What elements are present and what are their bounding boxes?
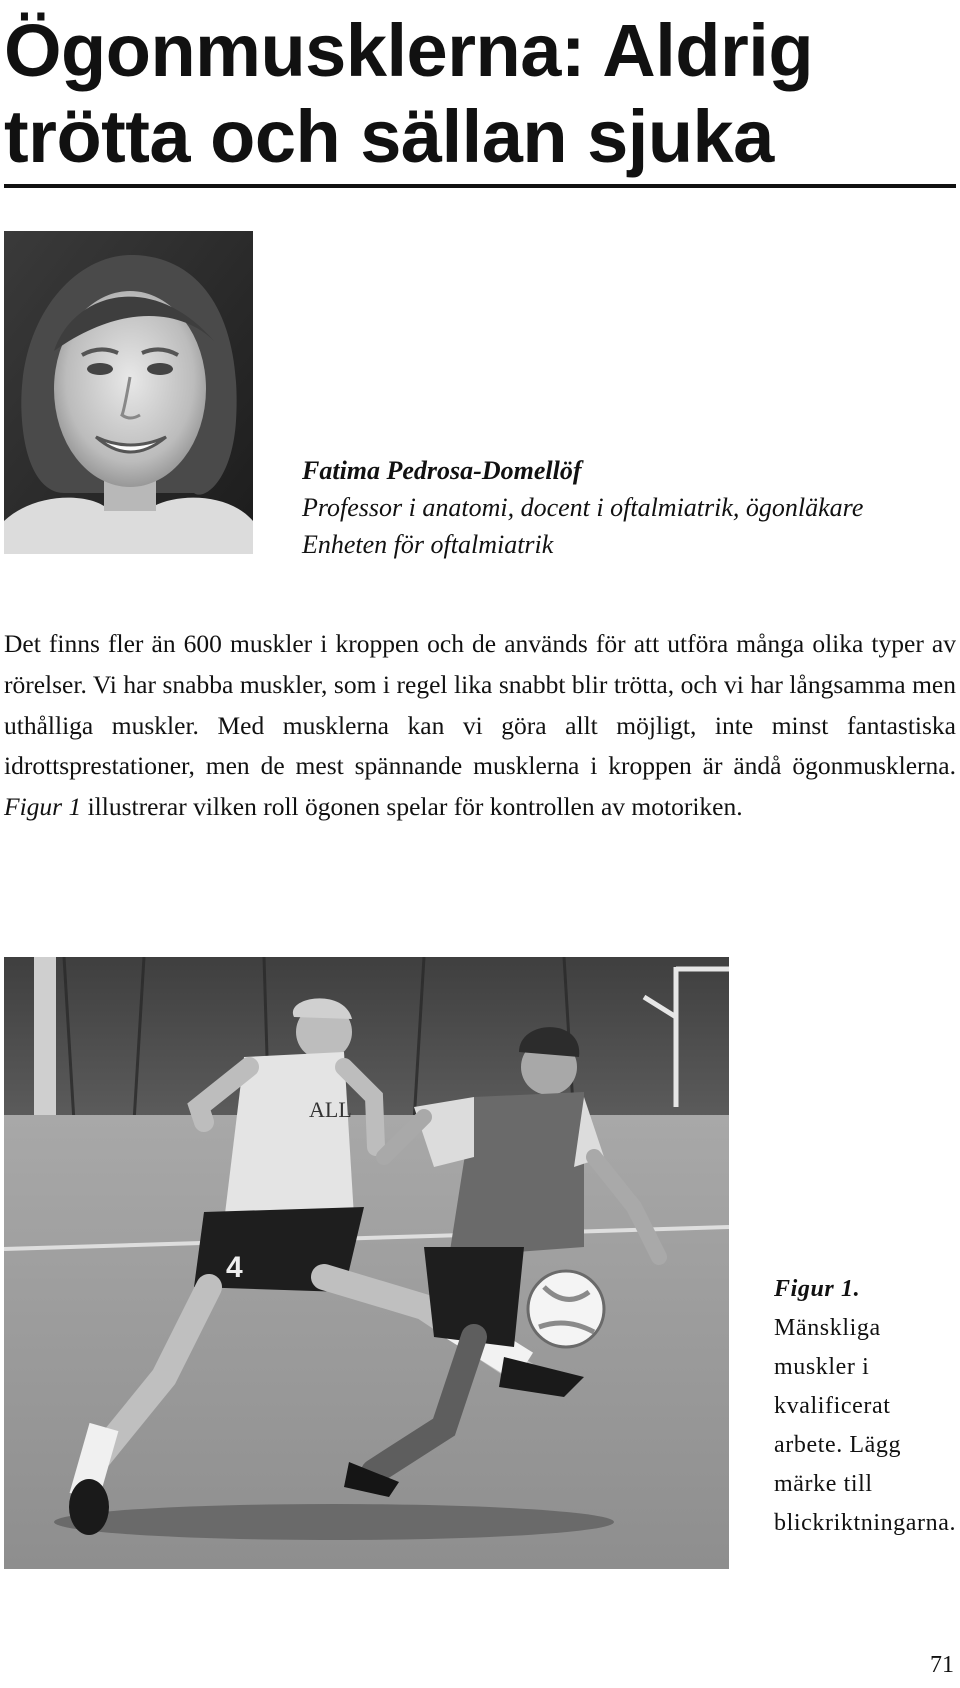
football-players-image [4,957,729,1569]
author-portrait-image [4,231,253,554]
author-name: Fatima Pedrosa-Domellöf [302,456,582,485]
figure-label: Figur 1. [774,1276,861,1302]
figure-caption [774,1270,957,1543]
title-divider [4,184,956,188]
author-info [302,452,942,563]
author-portrait [4,231,253,554]
body-text-part: Det finns fler än 600 muskler i kroppen och de används för att utföra många olika typer av rörelser. Vi har snabba muskler, som i regel lika snabbt blir trötta, och vi har långsamma men uthålliga muskler. Med musklerna kan vi göra allt möjligt, inte minst fantastiska idrottsprestationer, men de mest spännande musklerna i kroppen är ändå ögonmusklerna. [4,629,956,781]
author-role: Professor i anatomi, docent i oftalmiatrik, ögonläkare [302,493,864,522]
figure-reference: Figur 1 [4,792,82,822]
svg-text:ALL: ALL [309,1097,352,1122]
figure-photo [4,957,729,1569]
article-body [4,624,956,828]
body-text-part: illustrerar vilken roll ögonen spelar för kontrollen av motoriken. [81,792,743,822]
article-title: Ögonmusklerna: Aldrig trötta och sällan sjuka [4,9,814,178]
page-number: 71 [930,1652,954,1678]
author-unit: Enheten för oftalmiatrik [302,530,554,559]
svg-text:4: 4 [226,1251,243,1284]
figure-caption-text: Mänskliga muskler i kvalificerat arbete. Lägg märke till blickriktningarna. [774,1315,957,1536]
